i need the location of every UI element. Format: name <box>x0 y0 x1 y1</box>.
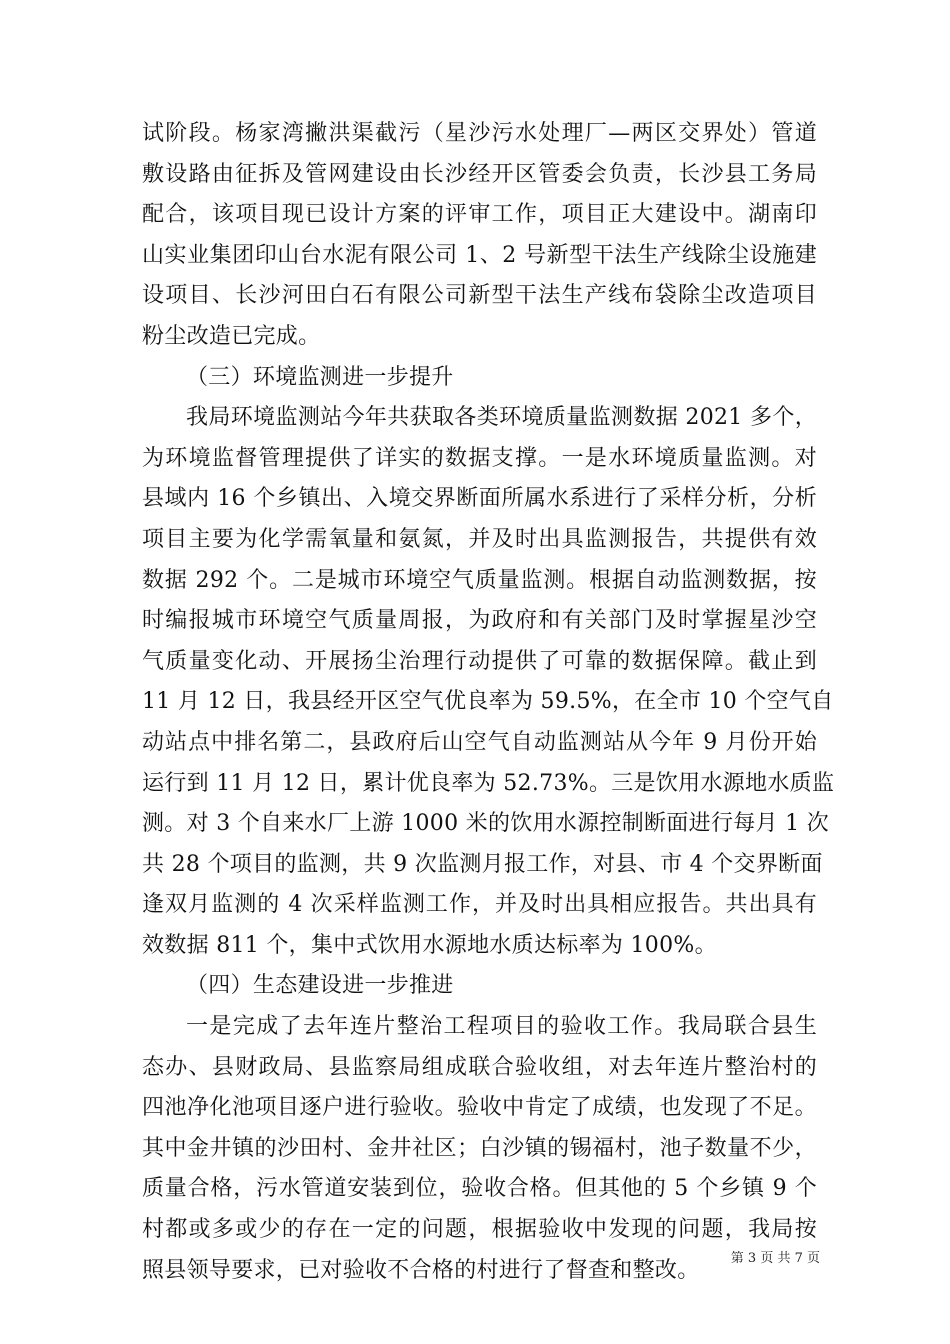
text-line: 动站点中排名第二，县政府后山空气自动监测站从今年 9 月份开始 <box>142 729 817 755</box>
text-line: 效数据 811 个，集中式饮用水源地水质达标率为 100%。 <box>142 932 717 958</box>
page-number-footer: 第 3 页 共 7 页 <box>730 1251 820 1266</box>
text-line: 我局环境监测站今年共获取各类环境质量监测数据 2021 多个， <box>186 405 817 431</box>
text-line: 态办、县财政局、县监察局组成联合验收组，对去年连片整治村的 <box>142 1054 817 1080</box>
text-line: 敷设路由征拆及管网建设由长沙经开区管委会负责，长沙县工务局 <box>142 161 817 187</box>
text-line: 其中金井镇的沙田村、金井社区；白沙镇的锡福村，池子数量不少， <box>142 1135 817 1161</box>
text-line: 一是完成了去年连片整治工程项目的验收工作。我局联合县生 <box>186 1014 817 1040</box>
text-line: 试阶段。杨家湾撇洪渠截污（星沙污水处理厂—两区交界处）管道 <box>142 121 817 146</box>
paragraph-2 <box>142 398 835 966</box>
text-line: 设项目、长沙河田白石有限公司新型干法生产线布袋除尘改造项目 <box>142 283 817 309</box>
text-line: 项目主要为化学需氧量和氨氮，并及时出具监测报告，共提供有效 <box>142 526 817 552</box>
text-line: 粉尘改造已完成。 <box>142 323 321 349</box>
document-body <box>142 114 835 1291</box>
text-line: 气质量变化动、开展扬尘治理行动提供了可靠的数据保障。截止到 <box>142 648 817 674</box>
text-line: 时编报城市环境空气质量周报，为政府和有关部门及时掌握星沙空 <box>142 608 817 634</box>
text-line: 县域内 16 个乡镇出、入境交界断面所属水系进行了采样分析，分析 <box>142 486 817 512</box>
text-line: 四池净化池项目逐户进行验收。验收中肯定了成绩，也发现了不足。 <box>142 1095 817 1121</box>
paragraph-1 <box>142 114 817 358</box>
text-line: 数据 292 个。二是城市环境空气质量监测。根据自动监测数据，按 <box>142 567 817 593</box>
section-heading-3: （三）环境监测进一步提升 <box>186 364 454 390</box>
text-line: 运行到 11 月 12 日，累计优良率为 52.73%。三是饮用水源地水质监 <box>142 770 835 796</box>
text-line: 11 月 12 日，我县经开区空气优良率为 59.5%，在全市 10 个空气自 <box>142 689 834 715</box>
text-line: 测。对 3 个自来水厂上游 1000 米的饮用水源控制断面进行每月 1 次 <box>142 811 830 837</box>
text-line: 山实业集团印山台水泥有限公司 1、2 号新型干法生产线除尘设施建 <box>142 242 817 268</box>
text-line: 逢双月监测的 4 次采样监测工作，并及时出具相应报告。共出具有 <box>142 892 817 918</box>
text-line: 村都或多或少的存在一定的问题，根据验收中发现的问题，我局按 <box>142 1217 817 1243</box>
section-heading-4: （四）生态建设进一步推进 <box>186 973 454 999</box>
text-line: 配合，该项目现已设计方案的评审工作，项目正大建设中。湖南印 <box>142 202 817 228</box>
text-line: 共 28 个项目的监测，共 9 次监测月报工作，对县、市 4 个交界断面 <box>142 851 823 877</box>
text-line: 照县领导要求，已对验收不合格的村进行了督查和整改。 <box>142 1257 700 1283</box>
text-line: 为环境监督管理提供了详实的数据支撑。一是水环境质量监测。对 <box>142 445 817 471</box>
text-line: 质量合格，污水管道安装到位，验收合格。但其他的 5 个乡镇 9 个 <box>142 1176 817 1202</box>
